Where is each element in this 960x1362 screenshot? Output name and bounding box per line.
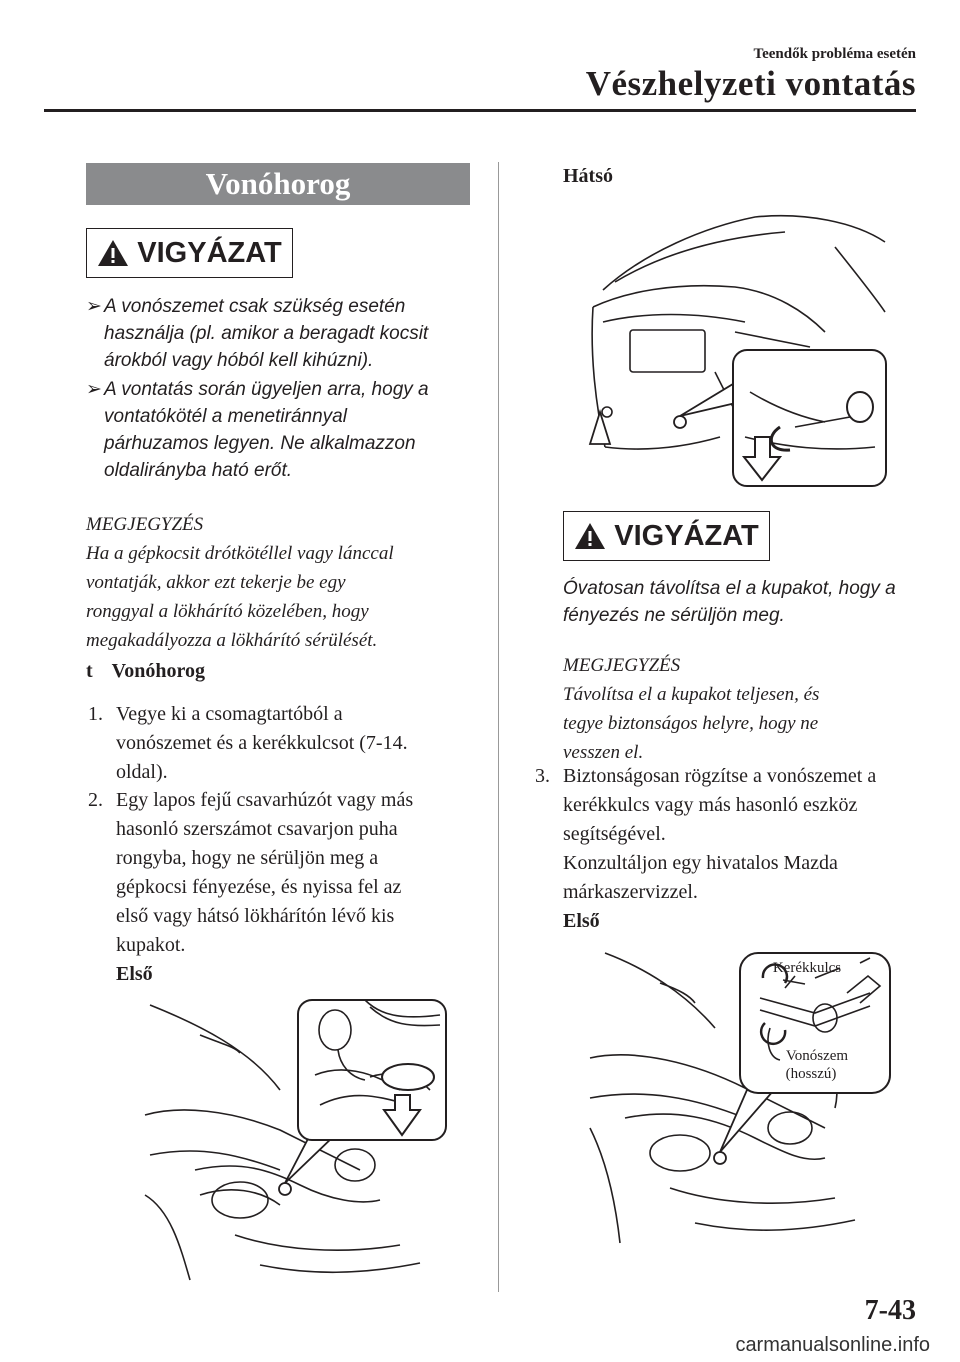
caution-line: használja (pl. amikor a beragadt kocsit <box>104 323 429 344</box>
header-rule <box>44 109 916 112</box>
subsection-title: Vonóhorog <box>111 660 206 682</box>
caution-line: párhuzamos legyen. Ne alkalmazzon <box>104 433 416 454</box>
caution-line: vontatókötél a menetiránnyal <box>104 406 347 427</box>
step-2 <box>88 786 468 989</box>
step-3 <box>535 762 930 936</box>
warning-triangle-icon <box>574 522 606 550</box>
note-line: tegye biztonságos helyre, hogy ne <box>563 713 819 734</box>
section-title: Vonóhorog <box>86 163 470 205</box>
footer-watermark: carmanualsonline.info <box>735 1334 930 1356</box>
warning-box-2 <box>563 511 770 561</box>
caution-line: A vonószemet csak szükség esetén <box>104 296 406 317</box>
note-line: vontatják, akkor ezt tekerje be egy <box>86 572 346 593</box>
step-line: segítségével. <box>563 823 666 845</box>
note-line: Távolítsa el a kupakot teljesen, és <box>563 684 820 705</box>
subsection-heading <box>86 657 205 686</box>
page-number: 7-43 <box>864 1295 916 1326</box>
note-heading: MEGJEGYZÉS <box>86 514 204 535</box>
caution-bullet-2 <box>86 376 484 484</box>
note-1 <box>86 510 476 655</box>
step-number: 1. <box>88 703 103 725</box>
step-line: rongyba, hogy ne sérüljön meg a <box>116 847 379 869</box>
step-line: vonószemet és a kerékkulcsot (7-14. <box>116 732 408 754</box>
step-1 <box>88 700 448 787</box>
caution-bullet-1 <box>86 293 484 374</box>
note-2 <box>563 651 923 767</box>
chapter-title: Teendők probléma esetén <box>753 46 916 62</box>
front-cap-figure <box>140 995 450 1285</box>
front-label: Első <box>563 910 600 932</box>
caution-line: A vontatás során ügyeljen arra, hogy a <box>104 379 429 400</box>
step-line: márkaszervizzel. <box>563 881 698 903</box>
note-heading: MEGJEGYZÉS <box>563 655 681 676</box>
step-line: oldal). <box>116 761 168 783</box>
eye-label-line2: (hosszú) <box>785 1066 837 1082</box>
eye-label-line1: Vonószem <box>785 1048 849 1064</box>
step-number: 3. <box>535 765 550 787</box>
caution-line: Óvatosan távolítsa el a kupakot, hogy a <box>563 578 896 599</box>
note-line: megakadályozza a lökhárító sérülését. <box>86 630 378 651</box>
step-line: Konzultáljon egy hivatalos Mazda <box>563 852 838 874</box>
arrow-bullet-icon: ➢ <box>86 296 102 317</box>
step-line: első vagy hátsó lökhárítón lévő kis <box>116 905 395 927</box>
caution-line: oldalirányba ható erőt. <box>104 460 293 481</box>
warning-triangle-icon <box>97 239 129 267</box>
caution-text-2 <box>563 575 923 629</box>
column-divider <box>498 162 499 1292</box>
arrow-bullet-icon: ➢ <box>86 379 102 400</box>
note-line: vesszen el. <box>563 742 644 763</box>
wrench-label: Kerékkulcs <box>772 960 842 976</box>
step-line: Biztonságosan rögzítse a vonószemet a <box>563 765 877 787</box>
page-title: Vészhelyzeti vontatás <box>585 64 916 103</box>
step-line: kerékkulcs vagy más hasonló eszköz <box>563 794 858 816</box>
rear-cap-figure <box>585 212 890 490</box>
step-line: kupakot. <box>116 934 186 956</box>
note-line: Ha a gépkocsit drótkötéllel vagy lánccal <box>86 543 394 564</box>
step-line: Egy lapos fejű csavarhúzót vagy más <box>116 789 414 811</box>
tow-eye-figure <box>585 948 895 1248</box>
caution-line: fényezés ne sérüljön meg. <box>563 605 785 626</box>
step-number: 2. <box>88 789 103 811</box>
warning-label: VIGYÁZAT <box>614 519 759 552</box>
warning-box-1 <box>86 228 293 278</box>
front-label: Első <box>116 963 153 985</box>
rear-label: Hátsó <box>563 165 613 187</box>
step-line: Vegye ki a csomagtartóból a <box>116 703 343 725</box>
warning-label: VIGYÁZAT <box>137 236 282 269</box>
note-line: ronggyal a lökhárító közelében, hogy <box>86 601 369 622</box>
step-line: hasonló szerszámot csavarjon puha <box>116 818 398 840</box>
subsection-marker: t <box>86 660 93 682</box>
caution-line: árokból vagy hóból kell kihúzni). <box>104 350 374 371</box>
step-line: gépkocsi fényezése, és nyissa fel az <box>116 876 402 898</box>
